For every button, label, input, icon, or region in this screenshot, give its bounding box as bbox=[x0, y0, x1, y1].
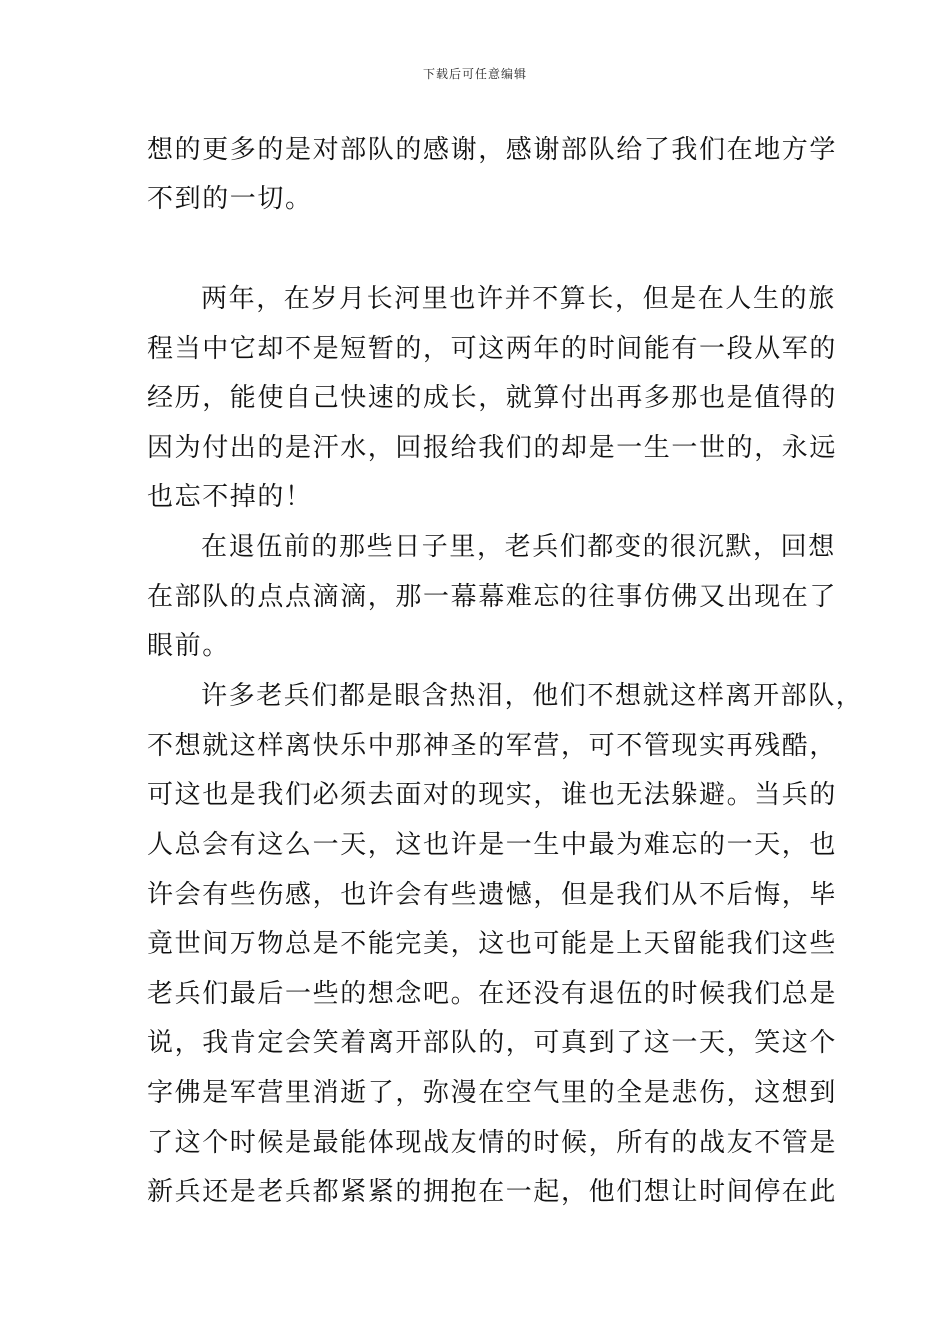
text-line: 也忘不掉的！ bbox=[147, 482, 313, 512]
text-line: 想的更多的是对部队的感谢，感谢部队给了我们在地方学 bbox=[147, 135, 838, 165]
text-line: 不到的一切。 bbox=[147, 184, 313, 214]
text-line: 人总会有这么一天，这也许是一生中最为难忘的一天，也 bbox=[147, 830, 838, 860]
text-line: 不想就这样离快乐中那神圣的军营，可不管现实再残酷， bbox=[147, 731, 838, 761]
text-line: 了这个时候是最能体现战友情的时候，所有的战友不管是 bbox=[147, 1128, 838, 1158]
text-line: 许会有些伤感，也许会有些遗憾，但是我们从不后悔，毕 bbox=[147, 880, 838, 910]
page-header: 下载后可任意编辑 bbox=[422, 67, 527, 81]
text-line: 新兵还是老兵都紧紧的拥抱在一起，他们想让时间停在此 bbox=[147, 1177, 838, 1207]
text-line: 因为付出的是汗水，回报给我们的却是一生一世的，永远 bbox=[147, 433, 838, 463]
text-line: 眼前。 bbox=[147, 631, 230, 661]
text-line: 老兵们最后一些的想念吧。在还没有退伍的时候我们总是 bbox=[147, 979, 838, 1009]
text-line: 程当中它却不是短暂的，可这两年的时间能有一段从军的 bbox=[147, 334, 838, 364]
text-line: 字佛是军营里消逝了，弥漫在空气里的全是悲伤，这想到 bbox=[147, 1078, 838, 1108]
text-line: 经历，能使自己快速的成长，就算付出再多那也是值得的 bbox=[147, 383, 838, 413]
text-line: 竟世间万物总是不能完美，这也可能是上天留能我们这些 bbox=[147, 929, 838, 959]
text-line: 说，我肯定会笑着离开部队的，可真到了这一天，笑这个 bbox=[147, 1028, 838, 1058]
text-line: 在退伍前的那些日子里，老兵们都变的很沉默，回想 bbox=[201, 532, 836, 562]
text-line: 在部队的点点滴滴，那一幕幕难忘的往事仿佛又出现在了 bbox=[147, 582, 838, 612]
text-line: 可这也是我们必须去面对的现实，谁也无法躲避。当兵的 bbox=[147, 780, 838, 810]
text-line: 许多老兵们都是眼含热泪，他们不想就这样离开部队， bbox=[201, 681, 864, 711]
text-line: 两年，在岁月长河里也许并不算长，但是在人生的旅 bbox=[201, 284, 836, 314]
